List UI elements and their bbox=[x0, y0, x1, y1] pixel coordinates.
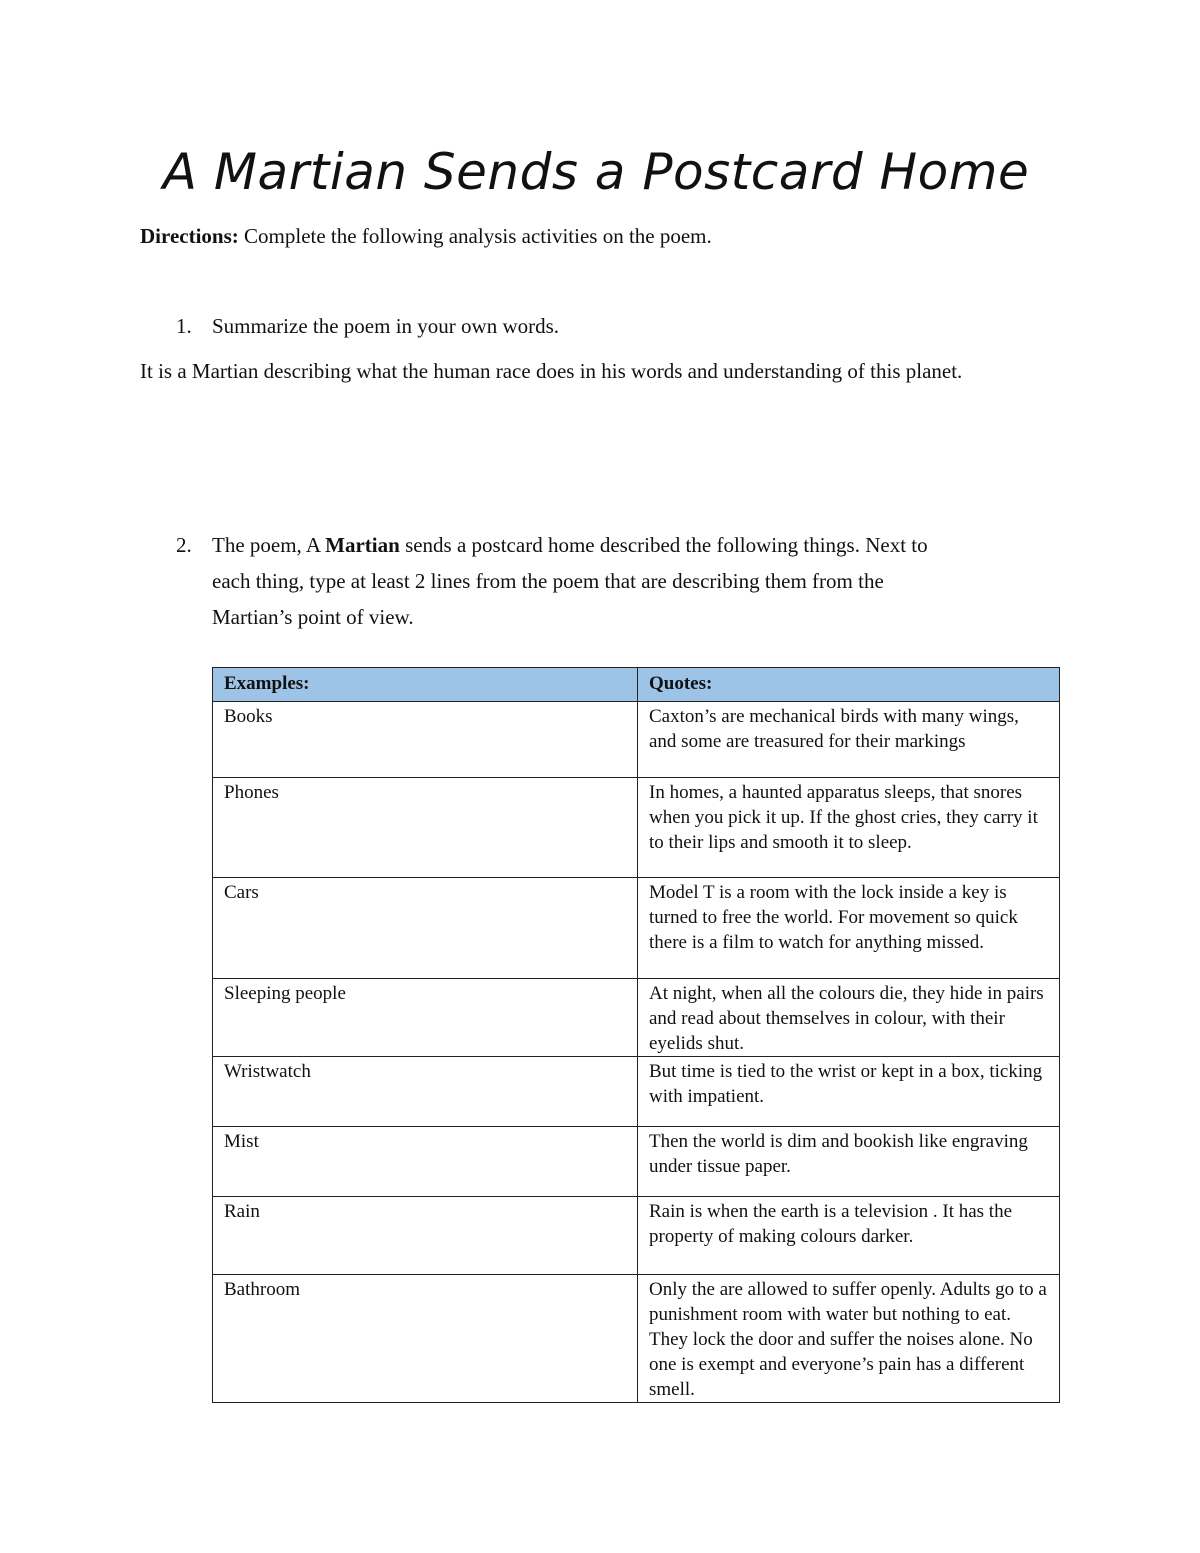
example-cell: Wristwatch bbox=[213, 1057, 638, 1127]
question-2-line-2: each thing, type at least 2 lines from the poem that are describing them from the bbox=[212, 569, 884, 593]
example-cell: Phones bbox=[213, 778, 638, 878]
question-2-bold: Martian bbox=[325, 533, 400, 557]
example-cell: Rain bbox=[213, 1197, 638, 1275]
directions-label: Directions: bbox=[140, 224, 239, 248]
quotes-table bbox=[212, 667, 1060, 1403]
table-row bbox=[213, 1197, 1060, 1275]
question-1-number: 1. bbox=[176, 314, 192, 338]
example-cell: Mist bbox=[213, 1127, 638, 1197]
example-cell: Bathroom bbox=[213, 1275, 638, 1403]
directions-text: Complete the following analysis activities on the poem. bbox=[238, 224, 712, 248]
question-2-text bbox=[212, 527, 1042, 635]
question-2-text-before: The poem, A bbox=[212, 533, 326, 557]
table-row bbox=[213, 1057, 1060, 1127]
quote-cell: In homes, a haunted apparatus sleeps, that snores when you pick it up. If the ghost cries, they carry it to their lips and smooth it to sleep. bbox=[638, 778, 1060, 878]
table-row bbox=[213, 979, 1060, 1057]
table-row bbox=[213, 702, 1060, 778]
question-2-line-1 bbox=[212, 527, 1042, 563]
quote-cell: Rain is when the earth is a television . It has the property of making colours darker. bbox=[638, 1197, 1060, 1275]
table-row bbox=[213, 1127, 1060, 1197]
quote-cell: Then the world is dim and bookish like engraving under tissue paper. bbox=[638, 1127, 1060, 1197]
header-quotes: Quotes: bbox=[638, 668, 1060, 702]
example-cell: Sleeping people bbox=[213, 979, 638, 1057]
quote-cell: Only the are allowed to suffer openly. Adults go to a punishment room with water but nothing to eat. They lock the door and suffer the noises alone. No one is exempt and everyone’s pain has a different smell. bbox=[638, 1275, 1060, 1403]
table-header-row bbox=[213, 668, 1060, 702]
example-cell: Books bbox=[213, 702, 638, 778]
question-2-number: 2. bbox=[176, 533, 192, 557]
example-cell: Cars bbox=[213, 878, 638, 979]
question-1 bbox=[176, 312, 559, 340]
header-examples: Examples: bbox=[213, 668, 638, 702]
question-2-text-after: sends a postcard home described the following things. Next to bbox=[399, 533, 928, 557]
quote-cell: Caxton’s are mechanical birds with many wings, and some are treasured for their markings bbox=[638, 702, 1060, 778]
directions bbox=[140, 222, 712, 250]
page-title: A Martian Sends a Postcard Home bbox=[162, 143, 1030, 201]
quote-cell: But time is tied to the wrist or kept in a box, ticking with impatient. bbox=[638, 1057, 1060, 1127]
question-1-text: Summarize the poem in your own words. bbox=[212, 314, 560, 338]
quote-cell: Model T is a room with the lock inside a key is turned to free the world. For movement so quick there is a film to watch for anything missed. bbox=[638, 878, 1060, 979]
question-2-line-3: Martian’s point of view. bbox=[212, 605, 414, 629]
question-1-answer: It is a Martian describing what the human race does in his words and understanding of this planet. bbox=[140, 359, 963, 383]
quote-cell: At night, when all the colours die, they hide in pairs and read about themselves in colour, with their eyelids shut. bbox=[638, 979, 1060, 1057]
table-row bbox=[213, 878, 1060, 979]
table-row bbox=[213, 1275, 1060, 1403]
table-row bbox=[213, 778, 1060, 878]
